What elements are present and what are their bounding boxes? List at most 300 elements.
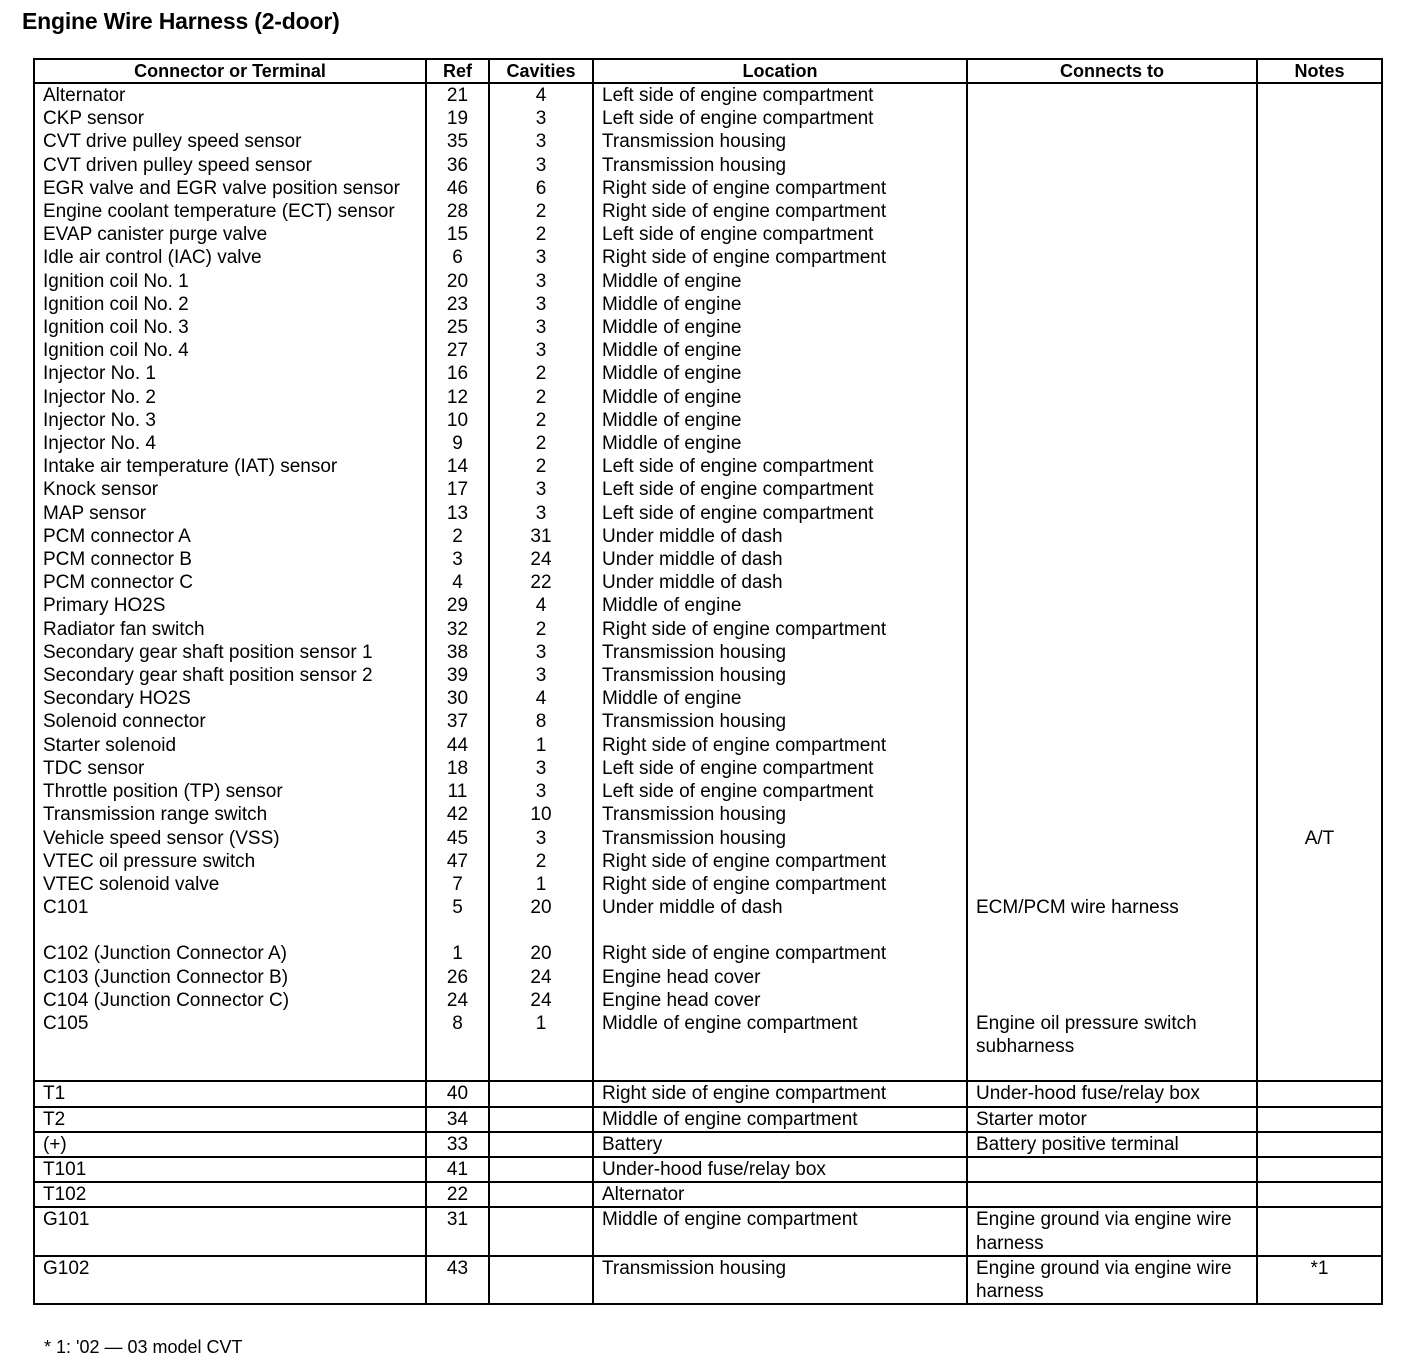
table-row <box>34 1107 1382 1132</box>
table-row <box>34 270 1382 293</box>
connector-cell: Injector No. 4 <box>34 432 426 455</box>
table-row <box>34 896 1382 942</box>
table-row <box>34 107 1382 130</box>
ref-cell: 29 <box>426 594 489 617</box>
table-row <box>34 432 1382 455</box>
ref-cell: 9 <box>426 432 489 455</box>
connector-cell: C104 (Junction Connector C) <box>34 989 426 1012</box>
connects-to-cell <box>967 409 1257 432</box>
cavities-cell: 2 <box>489 409 593 432</box>
connector-cell: Knock sensor <box>34 478 426 501</box>
ref-cell: 40 <box>426 1081 489 1106</box>
table-row <box>34 594 1382 617</box>
notes-cell <box>1257 83 1382 107</box>
location-cell: Right side of engine compartment <box>593 177 967 200</box>
notes-cell <box>1257 270 1382 293</box>
notes-cell <box>1257 687 1382 710</box>
location-cell: Middle of engine <box>593 270 967 293</box>
connects-to-cell <box>967 455 1257 478</box>
notes-cell: *1 <box>1257 1256 1382 1304</box>
location-cell: Transmission housing <box>593 1256 967 1304</box>
header-connects-to: Connects to <box>967 59 1257 83</box>
location-cell: Middle of engine <box>593 339 967 362</box>
location-cell: Middle of engine compartment <box>593 1107 967 1132</box>
cavities-cell: 1 <box>489 1012 593 1081</box>
ref-cell: 1 <box>426 942 489 965</box>
connector-cell: Secondary HO2S <box>34 687 426 710</box>
notes-cell <box>1257 455 1382 478</box>
location-cell: Middle of engine compartment <box>593 1207 967 1255</box>
location-cell: Under middle of dash <box>593 571 967 594</box>
connector-cell: PCM connector A <box>34 525 426 548</box>
notes-cell <box>1257 386 1382 409</box>
connects-to-cell <box>967 107 1257 130</box>
harness-table <box>33 58 1383 1305</box>
location-cell: Transmission housing <box>593 827 967 850</box>
table-row <box>34 246 1382 269</box>
connects-to-cell: Battery positive terminal <box>967 1132 1257 1157</box>
location-cell: Middle of engine <box>593 594 967 617</box>
ref-cell: 13 <box>426 502 489 525</box>
connector-cell: Secondary gear shaft position sensor 1 <box>34 641 426 664</box>
table-row <box>34 710 1382 733</box>
location-cell: Middle of engine <box>593 316 967 339</box>
table-row <box>34 780 1382 803</box>
table-row <box>34 409 1382 432</box>
notes-cell <box>1257 548 1382 571</box>
header-notes: Notes <box>1257 59 1382 83</box>
cavities-cell: 6 <box>489 177 593 200</box>
ref-cell: 19 <box>426 107 489 130</box>
header-ref: Ref <box>426 59 489 83</box>
cavities-cell <box>489 1107 593 1132</box>
location-cell: Middle of engine <box>593 362 967 385</box>
cavities-cell: 2 <box>489 455 593 478</box>
connects-to-cell <box>967 827 1257 850</box>
table-row <box>34 223 1382 246</box>
table-row <box>34 873 1382 896</box>
location-cell: Middle of engine <box>593 409 967 432</box>
connects-to-cell: Starter motor <box>967 1107 1257 1132</box>
location-cell: Right side of engine compartment <box>593 850 967 873</box>
location-cell: Left side of engine compartment <box>593 757 967 780</box>
location-cell: Right side of engine compartment <box>593 942 967 965</box>
ref-cell: 26 <box>426 966 489 989</box>
notes-cell <box>1257 989 1382 1012</box>
table-row <box>34 177 1382 200</box>
ref-cell: 24 <box>426 989 489 1012</box>
location-cell: Left side of engine compartment <box>593 478 967 501</box>
table-group <box>34 1081 1382 1131</box>
connector-cell: Starter solenoid <box>34 734 426 757</box>
notes-cell <box>1257 293 1382 316</box>
cavities-cell: 2 <box>489 362 593 385</box>
table-row <box>34 1081 1382 1106</box>
connector-cell: (+) <box>34 1132 426 1157</box>
location-cell: Under middle of dash <box>593 896 967 942</box>
ref-cell: 6 <box>426 246 489 269</box>
connector-cell: Injector No. 2 <box>34 386 426 409</box>
ref-cell: 7 <box>426 873 489 896</box>
connector-cell: Engine coolant temperature (ECT) sensor <box>34 200 426 223</box>
connects-to-cell <box>967 664 1257 687</box>
ref-cell: 2 <box>426 525 489 548</box>
cavities-cell: 3 <box>489 270 593 293</box>
connects-to-cell <box>967 386 1257 409</box>
table-row <box>34 386 1382 409</box>
location-cell: Transmission housing <box>593 803 967 826</box>
ref-cell: 14 <box>426 455 489 478</box>
notes-cell <box>1257 1107 1382 1132</box>
cavities-cell: 4 <box>489 83 593 107</box>
cavities-cell: 3 <box>489 293 593 316</box>
ref-cell: 38 <box>426 641 489 664</box>
cavities-cell <box>489 1207 593 1255</box>
notes-cell <box>1257 362 1382 385</box>
location-cell: Left side of engine compartment <box>593 455 967 478</box>
location-cell: Battery <box>593 1132 967 1157</box>
ref-cell: 22 <box>426 1182 489 1207</box>
ref-cell: 44 <box>426 734 489 757</box>
connector-cell: EGR valve and EGR valve position sensor <box>34 177 426 200</box>
connector-cell: C101 <box>34 896 426 942</box>
connects-to-cell <box>967 850 1257 873</box>
ref-cell: 10 <box>426 409 489 432</box>
cavities-cell <box>489 1182 593 1207</box>
ref-cell: 35 <box>426 130 489 153</box>
table-row <box>34 687 1382 710</box>
connects-to-cell <box>967 966 1257 989</box>
notes-cell <box>1257 525 1382 548</box>
connects-to-cell: Engine oil pressure switch subharness <box>967 1012 1257 1081</box>
connector-cell: PCM connector B <box>34 548 426 571</box>
connects-to-cell <box>967 757 1257 780</box>
location-cell: Left side of engine compartment <box>593 223 967 246</box>
connects-to-cell <box>967 432 1257 455</box>
table-row <box>34 1182 1382 1207</box>
connector-cell: PCM connector C <box>34 571 426 594</box>
table-row <box>34 339 1382 362</box>
connector-cell: C102 (Junction Connector A) <box>34 942 426 965</box>
location-cell: Left side of engine compartment <box>593 83 967 107</box>
notes-cell <box>1257 1207 1382 1255</box>
location-cell: Middle of engine compartment <box>593 1012 967 1081</box>
notes-cell <box>1257 873 1382 896</box>
notes-cell <box>1257 154 1382 177</box>
notes-cell <box>1257 757 1382 780</box>
cavities-cell: 24 <box>489 989 593 1012</box>
ref-cell: 32 <box>426 618 489 641</box>
connects-to-cell <box>967 803 1257 826</box>
location-cell: Middle of engine <box>593 386 967 409</box>
cavities-cell: 3 <box>489 757 593 780</box>
connects-to-cell <box>967 989 1257 1012</box>
cavities-cell: 20 <box>489 896 593 942</box>
table-row <box>34 803 1382 826</box>
ref-cell: 21 <box>426 83 489 107</box>
ref-cell: 15 <box>426 223 489 246</box>
cavities-cell: 2 <box>489 850 593 873</box>
cavities-cell: 3 <box>489 478 593 501</box>
notes-cell <box>1257 803 1382 826</box>
ref-cell: 31 <box>426 1207 489 1255</box>
connector-cell: C103 (Junction Connector B) <box>34 966 426 989</box>
connector-cell: Primary HO2S <box>34 594 426 617</box>
connector-cell: Alternator <box>34 83 426 107</box>
cavities-cell: 20 <box>489 942 593 965</box>
connects-to-cell <box>967 525 1257 548</box>
notes-cell <box>1257 850 1382 873</box>
connects-to-cell <box>967 270 1257 293</box>
location-cell: Under-hood fuse/relay box <box>593 1157 967 1182</box>
cavities-cell: 2 <box>489 223 593 246</box>
location-cell: Middle of engine <box>593 687 967 710</box>
connects-to-cell <box>967 780 1257 803</box>
table-row <box>34 1157 1382 1182</box>
connects-to-cell <box>967 223 1257 246</box>
table-row <box>34 1256 1382 1304</box>
ref-cell: 16 <box>426 362 489 385</box>
notes-cell <box>1257 1081 1382 1106</box>
ref-cell: 28 <box>426 200 489 223</box>
connector-cell: C105 <box>34 1012 426 1081</box>
connects-to-cell: ECM/PCM wire harness <box>967 896 1257 942</box>
notes-cell <box>1257 339 1382 362</box>
location-cell: Left side of engine compartment <box>593 107 967 130</box>
connector-cell: VTEC solenoid valve <box>34 873 426 896</box>
cavities-cell: 3 <box>489 827 593 850</box>
cavities-cell: 2 <box>489 432 593 455</box>
connects-to-cell <box>967 942 1257 965</box>
ref-cell: 12 <box>426 386 489 409</box>
cavities-cell: 31 <box>489 525 593 548</box>
table-row <box>34 478 1382 501</box>
cavities-cell: 3 <box>489 780 593 803</box>
connector-cell: Secondary gear shaft position sensor 2 <box>34 664 426 687</box>
ref-cell: 30 <box>426 687 489 710</box>
connects-to-cell <box>967 594 1257 617</box>
ref-cell: 33 <box>426 1132 489 1157</box>
ref-cell: 27 <box>426 339 489 362</box>
connector-cell: TDC sensor <box>34 757 426 780</box>
cavities-cell <box>489 1256 593 1304</box>
location-cell: Right side of engine compartment <box>593 734 967 757</box>
connector-cell: T101 <box>34 1157 426 1182</box>
table-row <box>34 989 1382 1012</box>
cavities-cell: 3 <box>489 502 593 525</box>
connects-to-cell <box>967 687 1257 710</box>
location-cell: Right side of engine compartment <box>593 246 967 269</box>
table-group <box>34 83 1382 1081</box>
ref-cell: 17 <box>426 478 489 501</box>
location-cell: Left side of engine compartment <box>593 780 967 803</box>
notes-cell <box>1257 200 1382 223</box>
connects-to-cell <box>967 177 1257 200</box>
connector-cell: Injector No. 1 <box>34 362 426 385</box>
page-title: Engine Wire Harness (2-door) <box>22 8 340 34</box>
location-cell: Alternator <box>593 1182 967 1207</box>
location-cell: Middle of engine <box>593 432 967 455</box>
connector-cell: CVT drive pulley speed sensor <box>34 130 426 153</box>
connector-cell: Ignition coil No. 1 <box>34 270 426 293</box>
connector-cell: MAP sensor <box>34 502 426 525</box>
notes-cell <box>1257 1182 1382 1207</box>
ref-cell: 43 <box>426 1256 489 1304</box>
cavities-cell: 2 <box>489 200 593 223</box>
table-group <box>34 1157 1382 1207</box>
notes-cell <box>1257 1157 1382 1182</box>
cavities-cell: 3 <box>489 339 593 362</box>
location-cell: Engine head cover <box>593 966 967 989</box>
table-row <box>34 966 1382 989</box>
cavities-cell <box>489 1157 593 1182</box>
connects-to-cell <box>967 502 1257 525</box>
location-cell: Under middle of dash <box>593 548 967 571</box>
table-row <box>34 942 1382 965</box>
table-row <box>34 850 1382 873</box>
connector-cell: Ignition coil No. 2 <box>34 293 426 316</box>
table-row <box>34 664 1382 687</box>
notes-cell <box>1257 409 1382 432</box>
connector-cell: Solenoid connector <box>34 710 426 733</box>
connects-to-cell <box>967 1157 1257 1182</box>
notes-cell <box>1257 432 1382 455</box>
header-location: Location <box>593 59 967 83</box>
location-cell: Transmission housing <box>593 664 967 687</box>
cavities-cell: 3 <box>489 130 593 153</box>
connector-cell: Radiator fan switch <box>34 618 426 641</box>
table-row <box>34 293 1382 316</box>
cavities-cell: 3 <box>489 246 593 269</box>
ref-cell: 20 <box>426 270 489 293</box>
table-row <box>34 571 1382 594</box>
notes-cell <box>1257 107 1382 130</box>
table-group <box>34 1132 1382 1157</box>
connector-cell: Vehicle speed sensor (VSS) <box>34 827 426 850</box>
table-row <box>34 548 1382 571</box>
connects-to-cell <box>967 339 1257 362</box>
connector-cell: T2 <box>34 1107 426 1132</box>
notes-cell <box>1257 664 1382 687</box>
connector-cell: T1 <box>34 1081 426 1106</box>
cavities-cell: 8 <box>489 710 593 733</box>
notes-cell <box>1257 734 1382 757</box>
table-header <box>34 59 1382 83</box>
connects-to-cell <box>967 873 1257 896</box>
cavities-cell <box>489 1132 593 1157</box>
notes-cell <box>1257 942 1382 965</box>
table-row <box>34 502 1382 525</box>
connector-cell: EVAP canister purge valve <box>34 223 426 246</box>
ref-cell: 8 <box>426 1012 489 1081</box>
cavities-cell: 4 <box>489 687 593 710</box>
connector-cell: G101 <box>34 1207 426 1255</box>
ref-cell: 11 <box>426 780 489 803</box>
ref-cell: 23 <box>426 293 489 316</box>
table-row <box>34 362 1382 385</box>
connects-to-cell <box>967 154 1257 177</box>
ref-cell: 3 <box>426 548 489 571</box>
ref-cell: 4 <box>426 571 489 594</box>
table-row <box>34 525 1382 548</box>
table-row <box>34 200 1382 223</box>
cavities-cell: 4 <box>489 594 593 617</box>
notes-cell <box>1257 246 1382 269</box>
connector-cell: CVT driven pulley speed sensor <box>34 154 426 177</box>
notes-cell <box>1257 130 1382 153</box>
cavities-cell: 3 <box>489 641 593 664</box>
table-group <box>34 1207 1382 1304</box>
cavities-cell: 24 <box>489 548 593 571</box>
location-cell: Middle of engine <box>593 293 967 316</box>
connector-cell: Injector No. 3 <box>34 409 426 432</box>
ref-cell: 47 <box>426 850 489 873</box>
notes-cell <box>1257 710 1382 733</box>
connector-cell: CKP sensor <box>34 107 426 130</box>
notes-cell <box>1257 618 1382 641</box>
table-row <box>34 316 1382 339</box>
header-cavities: Cavities <box>489 59 593 83</box>
connects-to-cell <box>967 618 1257 641</box>
table-row <box>34 1207 1382 1255</box>
cavities-cell <box>489 1081 593 1106</box>
connects-to-cell <box>967 83 1257 107</box>
table-row <box>34 455 1382 478</box>
location-cell: Transmission housing <box>593 710 967 733</box>
location-cell: Under middle of dash <box>593 525 967 548</box>
notes-cell <box>1257 478 1382 501</box>
connects-to-cell <box>967 316 1257 339</box>
table-row <box>34 618 1382 641</box>
connects-to-cell <box>967 641 1257 664</box>
notes-cell <box>1257 780 1382 803</box>
connector-cell: G102 <box>34 1256 426 1304</box>
cavities-cell: 1 <box>489 734 593 757</box>
cavities-cell: 10 <box>489 803 593 826</box>
connects-to-cell <box>967 548 1257 571</box>
ref-cell: 42 <box>426 803 489 826</box>
connects-to-cell <box>967 478 1257 501</box>
notes-cell <box>1257 316 1382 339</box>
ref-cell: 39 <box>426 664 489 687</box>
location-cell: Left side of engine compartment <box>593 502 967 525</box>
footnote: * 1: '02 — 03 model CVT <box>44 1337 243 1357</box>
table-row <box>34 1012 1382 1081</box>
location-cell: Right side of engine compartment <box>593 618 967 641</box>
connects-to-cell <box>967 293 1257 316</box>
ref-cell: 37 <box>426 710 489 733</box>
notes-cell <box>1257 571 1382 594</box>
connects-to-cell <box>967 246 1257 269</box>
location-cell: Transmission housing <box>593 130 967 153</box>
location-cell: Right side of engine compartment <box>593 1081 967 1106</box>
ref-cell: 45 <box>426 827 489 850</box>
connector-cell: Transmission range switch <box>34 803 426 826</box>
notes-cell <box>1257 502 1382 525</box>
ref-cell: 18 <box>426 757 489 780</box>
table-row <box>34 1132 1382 1157</box>
cavities-cell: 24 <box>489 966 593 989</box>
connector-cell: Throttle position (TP) sensor <box>34 780 426 803</box>
notes-cell <box>1257 966 1382 989</box>
table-row <box>34 154 1382 177</box>
notes-cell <box>1257 1132 1382 1157</box>
connector-cell: Intake air temperature (IAT) sensor <box>34 455 426 478</box>
table-row <box>34 83 1382 107</box>
connects-to-cell: Engine ground via engine wire harness <box>967 1207 1257 1255</box>
connects-to-cell <box>967 362 1257 385</box>
cavities-cell: 3 <box>489 107 593 130</box>
